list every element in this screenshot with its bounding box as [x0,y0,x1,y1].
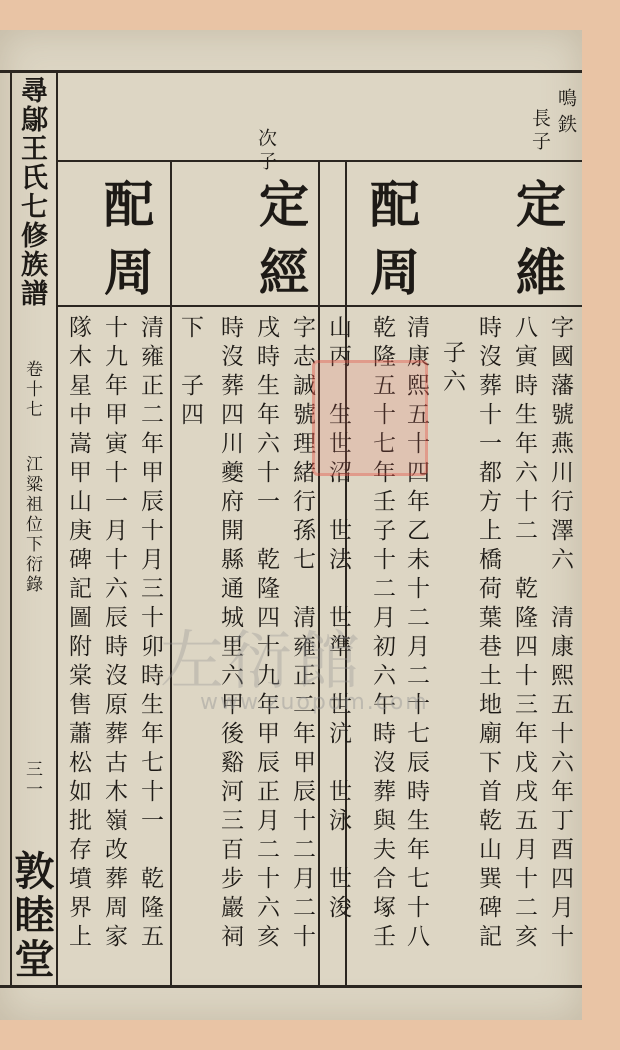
section-label: 江粱祖位下衍錄 [22,455,42,595]
wife-zhou-2: 配周 [96,178,155,314]
parent-name-char1: 鳴 [555,88,577,111]
body-column-13: 十九年甲寅十一月十六辰時沒原葬古木嶺改葬周家 [101,315,127,953]
body-column-6: 乾隆五十七年壬子十二月初六午時沒葬與夫合塚壬 [369,315,395,953]
watermark-url: www.zuopom.com [200,690,429,715]
wife-zhou-1: 配周 [362,178,421,314]
body-column-5: 清康熙五十四年乙未十二月二十七辰時生年七十八 [403,315,429,953]
body-column-8: 字志誠號理緒行孫七 清雍正二年甲辰十二月二十 [289,315,315,953]
body-column-7: 山丙 生世沼 世法 世準 世沆 世泳 世浚 [325,315,351,924]
watermark-text: 左衍館 [160,625,364,699]
page-number: 三一 [22,760,42,800]
hall-name: 敦睦堂 [8,850,55,982]
book-title: 尋鄔王氏七修族譜 [16,76,47,308]
header-divider [58,160,582,162]
genealogy-page [0,30,582,1020]
bottom-border [0,985,582,988]
second-son-label: 次子 [255,128,277,174]
body-column-11: 下 子四 [177,315,203,431]
spine-line-right [56,70,58,988]
watermark-seal [312,360,428,476]
column-divider-2 [318,160,320,985]
body-column-1: 字國藩號燕川行澤六 清康熙五十六年丁酉四月十 [547,315,573,953]
top-border [0,70,582,73]
volume-label: 卷十七 [22,360,42,420]
name-dingjing: 定經 [251,178,310,314]
parent-name-char2: 鉄 [555,114,577,137]
body-column-3: 時沒葬十一都方上橋荷葉巷土地廟下首乾山巽碑記 [475,315,501,953]
body-column-4: 子六 [439,340,465,398]
body-column-14: 隊木星中嵩甲山庚碑記圖附棠售蕭松如批存墳界上 [65,315,91,953]
body-column-9: 戌時生年六十一 乾隆四十九年甲辰正月二十六亥 [253,315,279,953]
body-column-2: 八寅時生年六十二 乾隆四十三年戊戌五月十二亥 [511,315,537,953]
column-divider-3 [170,160,172,985]
first-son-label: 長子 [529,108,551,154]
name-dingwei: 定維 [508,178,567,314]
body-column-10: 時沒葬四川夔府開縣通城里六甲後谿河三百步巖祠 [217,315,243,953]
body-column-12: 清雍正二年甲辰十月三十卯時生年七十一 乾隆五 [137,315,163,953]
